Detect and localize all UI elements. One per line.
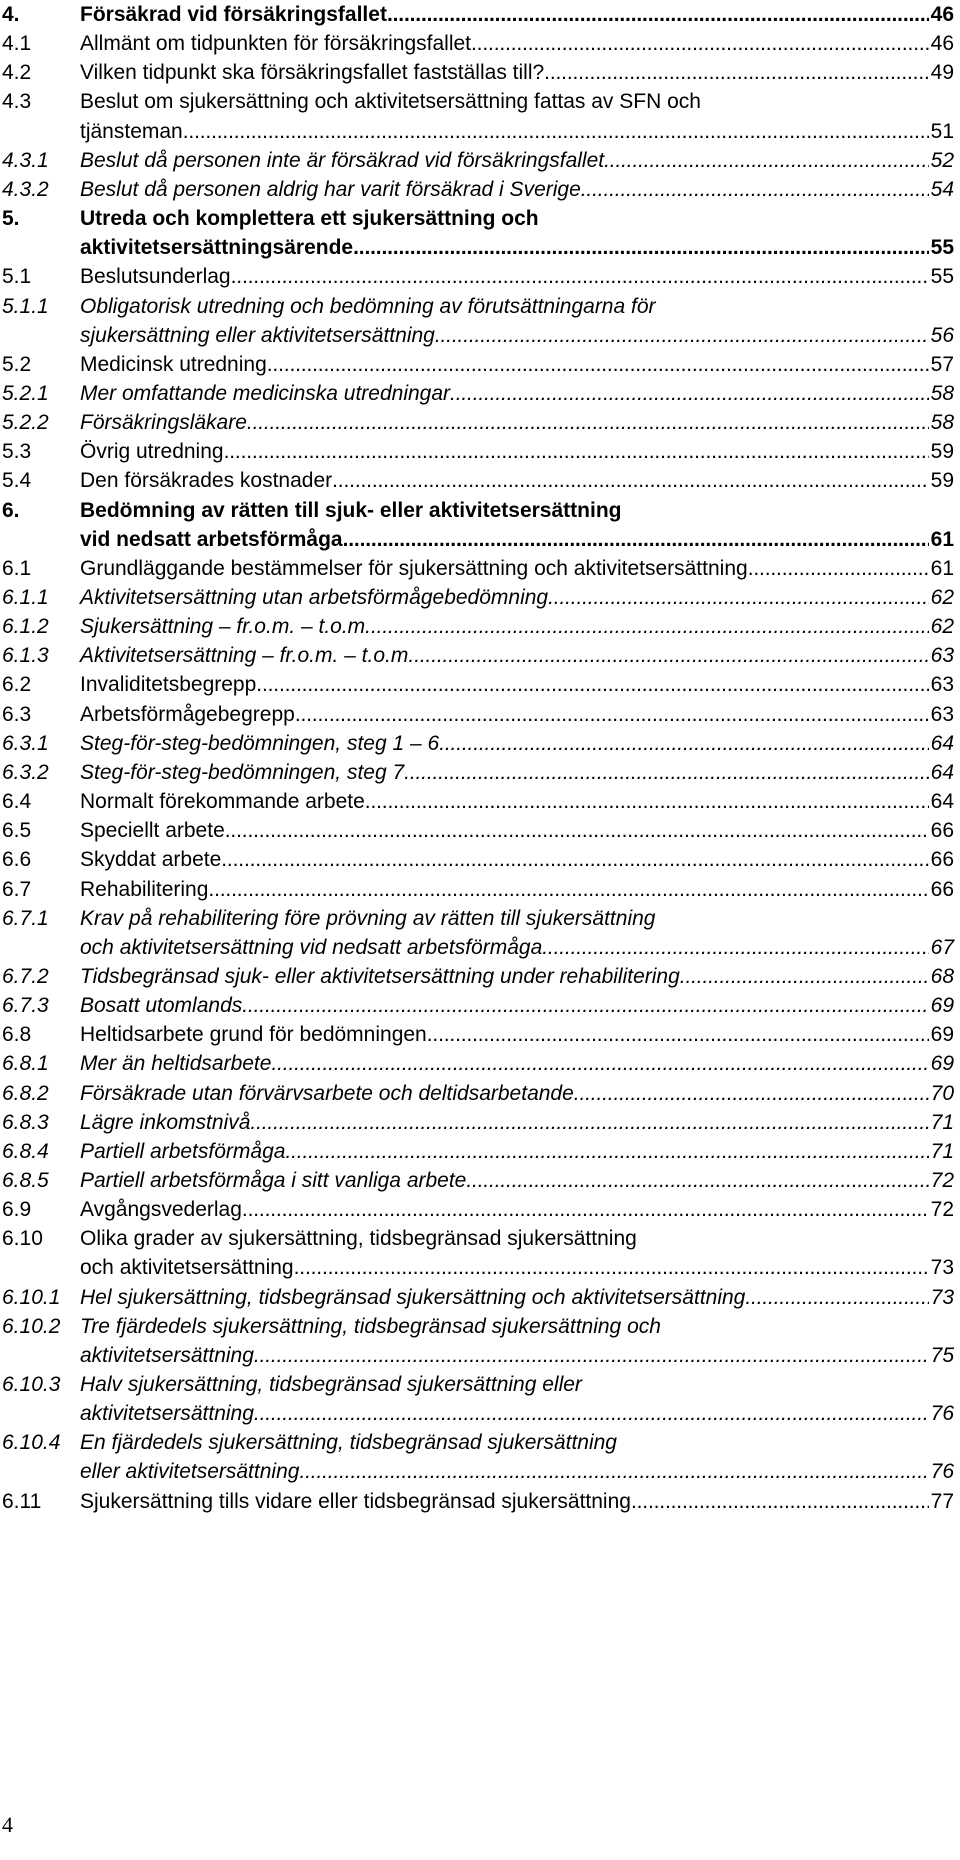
toc-entry-page: 70: [930, 1081, 954, 1105]
toc-entry-title: Försäkrad vid försäkringsfallet: [80, 3, 387, 26]
toc-entry-page: 76: [930, 1402, 954, 1426]
dot-leader: [404, 758, 928, 787]
toc-entry-title: Försäkrade utan förvärvsarbete och deltidsarbetande: [80, 1081, 574, 1105]
toc-entry-title: Aktivitetsersättning – fr.o.m. – t.o.m.: [80, 644, 415, 668]
toc-entry-title: aktivitetsersättning: [80, 1343, 254, 1367]
toc-entry-number: 6.7.1: [2, 906, 49, 930]
toc-entry[interactable]: [0, 29, 960, 58]
toc-entry-number: 6.8.1: [2, 1052, 49, 1076]
toc-entry-number: 6.10.2: [2, 1314, 61, 1338]
dot-leader: [466, 1166, 928, 1195]
toc-entry[interactable]: [0, 787, 960, 816]
toc-entry-number: 6.3.2: [2, 760, 49, 784]
dot-leader: [574, 1079, 929, 1108]
toc-entry-page: 73: [930, 1256, 954, 1280]
toc-entry-page: 67: [930, 935, 954, 959]
dot-leader: [299, 1457, 928, 1486]
dot-leader: [631, 1487, 929, 1516]
toc-entry-number: 5.2: [2, 352, 32, 376]
dot-leader: [680, 962, 929, 991]
toc-entry-title: aktivitetsersättning: [80, 1402, 254, 1426]
toc-entry-number: 6.3.1: [2, 731, 49, 755]
toc-entry-page: 59: [930, 440, 954, 464]
toc-entry-number: 5.3: [2, 440, 32, 464]
toc-entry[interactable]: [0, 1166, 960, 1195]
toc-entry-number: 6.10.3: [2, 1373, 61, 1397]
dot-leader: [343, 525, 929, 554]
toc-entry-title: sjukersättning eller aktivitetsersättning: [80, 323, 435, 347]
toc-entry-number: 6.9: [2, 1198, 32, 1222]
dot-leader: [221, 845, 928, 874]
dot-leader: [604, 146, 929, 175]
toc-entry-number: 5.2.1: [2, 381, 49, 405]
toc-entry-title: Övrig utredning: [80, 440, 224, 464]
toc-entry-page: 63: [930, 673, 954, 697]
toc-entry-page: 69: [930, 1023, 954, 1047]
toc-entry[interactable]: [0, 1079, 960, 1108]
toc-entry[interactable]: [0, 58, 960, 87]
toc-entry[interactable]: [0, 466, 960, 495]
toc-entry[interactable]: [0, 146, 960, 175]
toc-entry-page: 54: [930, 177, 954, 201]
toc-entry-page: 58: [930, 411, 954, 435]
toc-entry[interactable]: [0, 1283, 960, 1312]
dot-leader: [414, 641, 928, 670]
toc-entry-title: eller aktivitetsersättning: [80, 1460, 300, 1484]
toc-entry-page: 72: [930, 1169, 954, 1192]
toc-entry-page: 57: [930, 352, 954, 376]
toc-entry-page: 77: [930, 1489, 954, 1513]
toc-entry-page: 49: [930, 61, 954, 85]
dot-leader: [224, 437, 929, 466]
toc-entry[interactable]: [0, 875, 960, 904]
toc-entry-page: 61: [930, 556, 954, 580]
toc-entry-title: Beslutsunderlag: [80, 265, 231, 289]
toc-entry-number: 6.7: [2, 877, 32, 901]
toc-entry[interactable]: [0, 1428, 960, 1486]
toc-entry-page: 61: [930, 527, 954, 551]
toc-entry[interactable]: [0, 991, 960, 1020]
toc-entry[interactable]: [0, 1049, 960, 1078]
toc-entry-title: Mer omfattande medicinska utredningar: [80, 381, 451, 405]
toc-entry-number: 6.8.4: [2, 1139, 49, 1163]
toc-entry-page: 46: [930, 3, 954, 26]
toc-entry-page: 73: [930, 1285, 954, 1309]
dot-leader: [250, 1108, 928, 1137]
toc-entry-number: 6.8.5: [2, 1169, 49, 1192]
toc-entry-number: 4.3.2: [2, 177, 49, 201]
dot-leader: [332, 466, 929, 495]
toc-entry-title: Tidsbegränsad sjuk- eller aktivitetsersättning under rehabilitering: [80, 964, 680, 988]
dot-leader: [242, 991, 928, 1020]
dot-leader: [542, 933, 928, 962]
toc-entry-page: 75: [930, 1343, 954, 1367]
toc-entry-number: 4.1: [2, 32, 32, 56]
toc-entry-title: Beslut om sjukersättning och aktivitetsersättning fattas av SFN och: [80, 90, 701, 114]
dot-leader: [365, 787, 929, 816]
toc-entry-page: 71: [930, 1139, 954, 1163]
toc-entry[interactable]: [0, 292, 960, 350]
toc-entry-title: Avgångsvederlag: [80, 1198, 242, 1222]
toc-entry-title: Obligatorisk utredning och bedömning av förutsättningarna för: [80, 294, 656, 318]
dot-leader: [435, 321, 929, 350]
toc-entry[interactable]: [0, 1108, 960, 1137]
toc-entry-number: 6.8.2: [2, 1081, 49, 1105]
toc-entry-number: 6.1.2: [2, 615, 49, 639]
toc-entry-title: Olika grader av sjukersättning, tidsbegränsad sjukersättning: [80, 1227, 637, 1251]
toc-entry[interactable]: [0, 496, 960, 554]
dot-leader: [548, 583, 929, 612]
dot-leader: [208, 875, 928, 904]
toc-entry-number: 6.11: [2, 1489, 42, 1513]
toc-entry-number: 4.3.1: [2, 148, 49, 172]
dot-leader: [748, 554, 929, 583]
toc-entry-title: Tre fjärdedels sjukersättning, tidsbegränsad sjukersättning och: [80, 1314, 661, 1338]
toc-entry-page: 63: [930, 644, 954, 668]
toc-entry-number: 6.4: [2, 790, 32, 814]
toc-entry-title: Sjukersättning – fr.o.m. – t.o.m.: [80, 615, 372, 639]
toc-entry-page: 64: [930, 731, 954, 755]
dot-leader: [371, 612, 929, 641]
toc-entry-page: 66: [930, 819, 954, 843]
toc-entry-page: 68: [930, 964, 954, 988]
page-number: 4: [2, 1812, 13, 1837]
dot-leader: [295, 700, 929, 729]
toc-entry-page: 72: [930, 1198, 954, 1222]
toc-entry-title: Allmänt om tidpunkten för försäkringsfallet: [80, 32, 472, 56]
toc-entry-number: 5.1.1: [2, 294, 49, 318]
toc-entry-title: En fjärdedels sjukersättning, tidsbegränsad sjukersättning: [80, 1431, 617, 1455]
toc-entry-title: Halv sjukersättning, tidsbegränsad sjukersättning eller: [80, 1373, 582, 1397]
toc-entry[interactable]: [0, 758, 960, 787]
toc-entry-title: tjänsteman: [80, 119, 183, 143]
toc-entry-number: 4.: [2, 3, 20, 26]
toc-entry-title: Steg-för-steg-bedömningen, steg 1 – 6: [80, 731, 440, 755]
toc-entry-page: 64: [930, 760, 954, 784]
dot-leader: [242, 1195, 929, 1224]
toc-entry-title: aktivitetsersättningsärende: [80, 236, 354, 260]
dot-leader: [267, 350, 929, 379]
toc-entry-number: 5.2.2: [2, 411, 49, 435]
toc-entry-title: Partiell arbetsförmåga i sitt vanliga arbete: [80, 1169, 467, 1192]
toc-entry-number: 6.: [2, 498, 20, 522]
toc-entry-title: Speciellt arbete: [80, 819, 225, 843]
dot-leader: [183, 117, 929, 146]
toc-entry[interactable]: [0, 437, 960, 466]
toc-entry-page: 58: [930, 381, 954, 405]
toc-entry-title: Skyddat arbete: [80, 848, 222, 872]
toc-entry-page: 55: [930, 236, 954, 260]
toc-entry-page: 59: [930, 469, 954, 493]
toc-entry[interactable]: [0, 350, 960, 379]
toc-entry-title: Arbetsförmågebegrepp: [80, 702, 295, 726]
toc-entry[interactable]: [0, 1370, 960, 1428]
toc-entry[interactable]: [0, 641, 960, 670]
toc-entry-number: 4.3: [2, 90, 32, 114]
toc-entry-title: Lägre inkomstnivå: [80, 1110, 251, 1134]
toc-entry-title: Vilken tidpunkt ska försäkringsfallet fastställas till?: [80, 61, 545, 85]
toc-entry-page: 69: [930, 1052, 954, 1076]
dot-leader: [285, 1137, 928, 1166]
dot-leader: [254, 1341, 929, 1370]
toc-entry-title: Hel sjukersättning, tidsbegränsad sjukersättning och aktivitetsersättning: [80, 1285, 746, 1309]
toc-entry-title: Steg-för-steg-bedömningen, steg 7: [80, 760, 405, 784]
toc-entry-title: vid nedsatt arbetsförmåga: [80, 527, 343, 551]
toc-entry[interactable]: [0, 962, 960, 991]
dot-leader: [247, 408, 929, 437]
toc-entry[interactable]: [0, 816, 960, 845]
toc-entry-title: Mer än heltidsarbete: [80, 1052, 272, 1076]
toc-entry-title: Invaliditetsbegrepp: [80, 673, 257, 697]
toc-entry[interactable]: [0, 1137, 960, 1166]
toc-entry-title: Försäkringsläkare: [80, 411, 247, 435]
toc-entry[interactable]: [0, 1020, 960, 1049]
dot-leader: [544, 58, 928, 87]
toc-entry[interactable]: [0, 204, 960, 262]
toc-entry-page: 63: [930, 702, 954, 726]
toc-entry-number: 6.8.3: [2, 1110, 49, 1134]
toc-entry-title: Krav på rehabilitering före prövning av rätten till sjukersättning: [80, 906, 656, 930]
toc-entry[interactable]: [0, 845, 960, 874]
toc-entry[interactable]: [0, 729, 960, 758]
toc-entry-title: och aktivitetsersättning vid nedsatt arbetsförmåga: [80, 935, 543, 959]
toc-entry[interactable]: [0, 0, 960, 29]
toc-entry-title: Normalt förekommande arbete: [80, 790, 365, 814]
toc-entry[interactable]: [0, 612, 960, 641]
toc-entry[interactable]: [0, 408, 960, 437]
toc-entry[interactable]: [0, 700, 960, 729]
toc-entry-number: 6.8: [2, 1023, 32, 1047]
dot-leader: [745, 1283, 928, 1312]
toc-entry[interactable]: [0, 87, 960, 145]
toc-entry-title: Partiell arbetsförmåga: [80, 1139, 286, 1163]
toc-entry-title: Utreda och komplettera ett sjukersättning och: [80, 207, 539, 231]
toc-entry-page: 66: [930, 877, 954, 901]
toc-entry[interactable]: [0, 175, 960, 204]
toc-entry-page: 62: [930, 586, 954, 609]
toc-entry-number: 6.5: [2, 819, 32, 843]
toc-entry[interactable]: [0, 1487, 960, 1516]
toc-entry[interactable]: [0, 262, 960, 291]
toc-entry-page: 46: [930, 32, 954, 56]
toc-entry-page: 71: [930, 1110, 954, 1134]
toc-entry-number: 6.7.3: [2, 994, 49, 1018]
dot-leader: [294, 1253, 929, 1282]
toc-entry-title: Heltidsarbete grund för bedömningen: [80, 1023, 427, 1047]
toc-entry-page: 52: [930, 148, 954, 172]
toc-entry-title: Grundläggande bestämmelser för sjukersättning och aktivitetsersättning: [80, 556, 748, 580]
dot-leader: [271, 1049, 928, 1078]
toc-entry-page: 69: [930, 994, 954, 1018]
toc-entry-number: 6.6: [2, 848, 32, 872]
toc-entry-number: 5.1: [2, 265, 32, 289]
toc-entry-number: 5.: [2, 207, 20, 231]
toc-entry-title: Beslut då personen aldrig har varit försäkrad i Sverige: [80, 177, 581, 201]
toc-entry-title: Beslut då personen inte är försäkrad vid försäkringsfallet: [80, 148, 605, 172]
dot-leader: [225, 816, 929, 845]
dot-leader: [231, 262, 929, 291]
toc-entry[interactable]: [0, 379, 960, 408]
dot-leader: [427, 1020, 929, 1049]
toc-entry[interactable]: [0, 1195, 960, 1224]
toc-entry-title: Bosatt utomlands: [80, 994, 243, 1018]
toc-entry-number: 6.1.1: [2, 586, 49, 609]
dot-leader: [471, 29, 929, 58]
dot-leader: [387, 0, 929, 29]
toc-entry-number: 6.1.3: [2, 644, 49, 668]
toc-entry-title: Sjukersättning tills vidare eller tidsbegränsad sjukersättning: [80, 1489, 631, 1513]
toc-entry-number: 6.7.2: [2, 964, 49, 988]
toc-entry[interactable]: [0, 583, 960, 612]
toc-entry-page: 51: [930, 119, 954, 143]
toc-entry-number: 6.10.1: [2, 1285, 61, 1309]
dot-leader: [256, 670, 928, 699]
toc-entry[interactable]: [0, 670, 960, 699]
toc-entry-number: 6.2: [2, 673, 32, 697]
toc-entry-title: Medicinsk utredning: [80, 352, 267, 376]
toc-entry-number: 6.3: [2, 702, 32, 726]
dot-leader: [581, 175, 929, 204]
toc-entry-number: 6.10.4: [2, 1431, 61, 1455]
dot-leader: [254, 1399, 929, 1428]
toc-entry-page: 55: [930, 265, 954, 289]
toc-entry-number: 5.4: [2, 469, 32, 493]
toc-entry-page: 66: [930, 848, 954, 872]
toc-entry-title: och aktivitetsersättning: [80, 1256, 294, 1280]
toc-entry-number: 4.2: [2, 61, 32, 85]
dot-leader: [450, 379, 929, 408]
toc-entry-page: 76: [930, 1460, 954, 1484]
toc-entry[interactable]: [0, 904, 960, 962]
toc-entry[interactable]: [0, 554, 960, 583]
toc-entry-title: Bedömning av rätten till sjuk- eller aktivitetsersättning: [80, 498, 622, 522]
toc-entry-number: 6.10: [2, 1227, 43, 1251]
toc-entry[interactable]: [0, 1224, 960, 1282]
toc-entry-number: 6.1: [2, 556, 32, 580]
toc-entry-page: 56: [930, 323, 954, 347]
toc-entry-title: Aktivitetsersättning utan arbetsförmågebedömning: [80, 586, 549, 609]
dot-leader: [353, 233, 929, 262]
toc-entry-title: Rehabilitering: [80, 877, 209, 901]
toc-entry-page: 62: [930, 615, 954, 639]
toc-entry-page: 64: [930, 790, 954, 814]
toc-entry-title: Den försäkrades kostnader: [80, 469, 333, 493]
toc-entry[interactable]: [0, 1312, 960, 1370]
dot-leader: [439, 729, 928, 758]
